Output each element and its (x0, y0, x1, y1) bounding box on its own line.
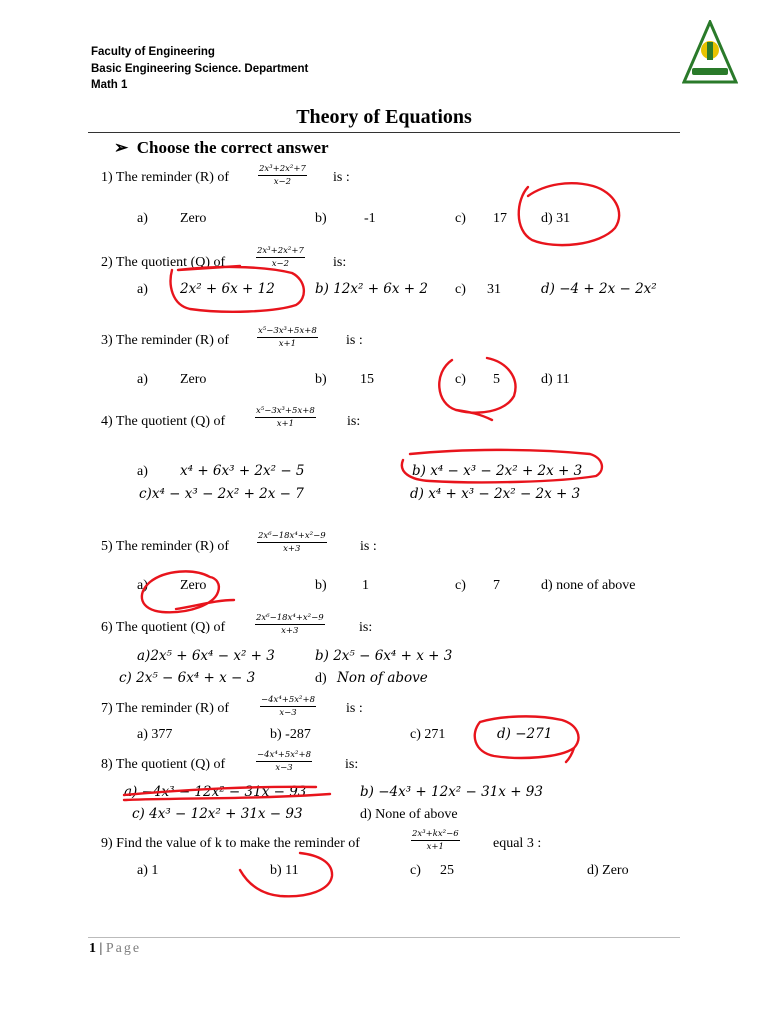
instruction-heading (114, 138, 329, 158)
option-label: c) (455, 211, 466, 226)
option-text: 25 (440, 863, 454, 878)
q6-tail: is: (359, 620, 373, 635)
q8-fraction: $\frac{\text{−4x⁴+5x²+8}}{x-3}$ (257, 750, 311, 773)
option-label: c) (455, 372, 466, 387)
option-text: b) 2x⁵ − 6x⁴ + x + 3 (315, 648, 453, 664)
option-text: a) −4x³ − 12x² − 31x − 93 (124, 784, 307, 800)
q5-tail: is : (360, 539, 377, 554)
instruction-text: Choose the correct answer (136, 138, 329, 157)
question-5: 5) The reminder (R) of (101, 539, 230, 554)
q9-tail: equal 3 : (493, 836, 542, 851)
university-logo (682, 20, 738, 98)
option-label: a) (137, 578, 148, 593)
question-9: 9) Find the value of k to make the reminder of (101, 836, 360, 851)
option-text: d) x⁴ + x³ − 2x² − 2x + 3 (410, 486, 581, 502)
q1-fraction: $\frac{\text{2x³+2x²+7}}{x-2}$ (259, 164, 306, 187)
option-label: a) (137, 282, 148, 297)
option-label: c) (455, 578, 466, 593)
q5-fraction: $\frac{\text{2x⁶−18x⁴+x²−9}}{x+3}$ (258, 531, 326, 554)
option-label: b) (315, 372, 327, 387)
q1-tail: is : (333, 170, 350, 185)
option-text: d) None of above (360, 807, 458, 822)
q4-tail: is: (347, 414, 361, 429)
option-text: b) 11 (270, 863, 299, 878)
option-text: c) 2x⁵ − 6x⁴ + x − 3 (119, 670, 256, 686)
option-text: 31 (487, 282, 501, 297)
option-text: d) none of above (541, 578, 636, 593)
question-7: 7) The reminder (R) of (101, 701, 230, 716)
option-text: a)2x⁵ + 6x⁴ − x² + 3 (137, 648, 275, 664)
option-label: c) (455, 282, 466, 297)
header-faculty: Faculty of Engineering (91, 46, 215, 58)
option-text: Zero (180, 372, 207, 387)
option-text: Zero (180, 578, 207, 593)
option-text: d) 31 (541, 211, 571, 226)
option-text: b) 12x² + 6x + 2 (315, 281, 428, 297)
page-footer: 1 | Page (89, 941, 142, 956)
question-4: 4) The quotient (Q) of (101, 414, 226, 429)
option-text: Non of above (337, 670, 428, 686)
arrow-bullet-icon: ➢ (114, 138, 129, 157)
option-label: a) (137, 211, 148, 226)
q3-tail: is : (346, 333, 363, 348)
option-label: a) (137, 372, 148, 387)
question-1: 1) The reminder (R) of (101, 170, 230, 185)
q2-fraction: $\frac{\text{2x³+2x²+7}}{x-2}$ (257, 246, 304, 269)
header-department: Basic Engineering Science. Department (91, 63, 309, 75)
option-text: Zero (180, 211, 207, 226)
q3-answer-circle (439, 358, 515, 420)
option-text: b) -287 (270, 727, 311, 742)
option-text: 17 (493, 211, 507, 226)
option-text: 15 (360, 372, 374, 387)
question-8: 8) The quotient (Q) of (101, 757, 226, 772)
option-label: b) (315, 211, 327, 226)
option-text: a) 1 (137, 863, 159, 878)
option-label: b) (315, 578, 327, 593)
option-text: 7 (493, 578, 500, 593)
option-text: c)x⁴ − x³ − 2x² + 2x − 7 (139, 486, 304, 502)
q4-fraction: $\frac{\text{x⁵−3x³+5x+8}}{x+1}$ (256, 406, 315, 429)
q3-fraction: $\frac{\text{x⁵−3x³+5x+8}}{x+1}$ (258, 326, 317, 349)
question-3: 3) The reminder (R) of (101, 333, 230, 348)
option-label: c) (410, 863, 421, 878)
option-label: d) (315, 671, 327, 686)
option-text: c) 271 (410, 727, 446, 742)
page-title: Theory of Equations (296, 106, 472, 128)
q7-tail: is : (346, 701, 363, 716)
footer-divider (88, 937, 680, 938)
q6-fraction: $\frac{\text{2x⁶−18x⁴+x²−9}}{x+3}$ (256, 613, 324, 636)
q8-tail: is: (345, 757, 359, 772)
option-text: x⁴ + 6x³ + 2x² − 5 (180, 463, 305, 479)
option-text: 1 (362, 578, 369, 593)
q2-tail: is: (333, 255, 347, 270)
question-6: 6) The quotient (Q) of (101, 620, 226, 635)
option-text: d) 11 (541, 372, 570, 387)
option-text: a) 377 (137, 727, 173, 742)
option-text: 5 (493, 372, 500, 387)
option-text: b) −4x³ + 12x² − 31x + 93 (360, 784, 543, 800)
title-divider (88, 132, 680, 133)
option-text: d) −4 + 2x − 2x² (541, 281, 657, 297)
option-label: a) (137, 464, 148, 479)
header-course: Math 1 (91, 79, 128, 91)
option-text: d) −271 (497, 726, 553, 742)
option-text: b) x⁴ − x³ − 2x² + 2x + 3 (412, 463, 583, 479)
question-2: 2) The quotient (Q) of (101, 255, 226, 270)
option-text: 2x² + 6x + 12 (180, 281, 275, 297)
q7-fraction: $\frac{\text{−4x⁴+5x²+8}}{x-3}$ (261, 695, 315, 718)
q9-fraction: $\frac{\text{2x³+kx²−6}}{x+1}$ (412, 829, 459, 852)
option-text: -1 (364, 211, 376, 226)
option-text: d) Zero (587, 863, 629, 878)
option-text: c) 4x³ − 12x² + 31x − 93 (132, 806, 303, 822)
